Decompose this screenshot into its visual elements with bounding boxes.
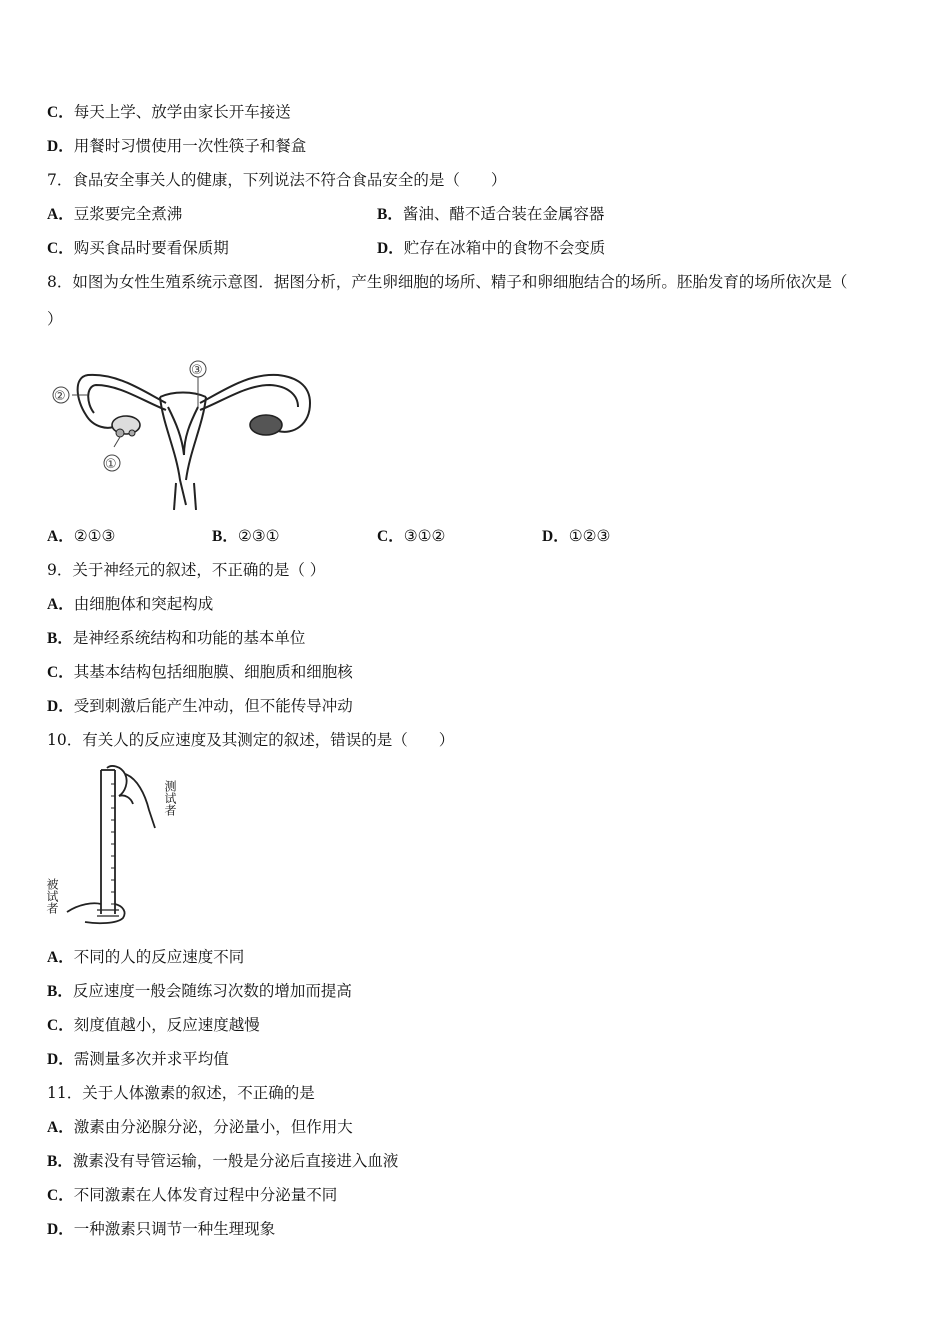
q8-option-a <box>47 526 115 547</box>
option-label: A． <box>47 528 74 545</box>
option-label: B． <box>47 630 73 647</box>
q8-stem-continued: ） <box>47 310 63 328</box>
option-label: D． <box>47 138 74 155</box>
q7-stem: 7．食品安全事关人的健康，下列说法不符合食品安全的是（ ） <box>47 171 507 189</box>
q9-option-d <box>47 696 353 717</box>
option-label: C． <box>47 664 74 681</box>
q10-stem: 10．有关人的反应速度及其测定的叙述，错误的是（ ） <box>47 731 455 749</box>
option-text: 贮存在冰箱中的食物不会变质 <box>403 239 606 257</box>
option-text: ③①② <box>403 527 446 545</box>
option-label: D． <box>47 1221 74 1238</box>
option-text: 一种激素只调节一种生理现象 <box>73 1220 276 1238</box>
option-text: 酱油、醋不适合装在金属容器 <box>402 205 605 223</box>
option-text: 不同的人的反应速度不同 <box>73 948 245 966</box>
option-text: 是神经系统结构和功能的基本单位 <box>72 629 306 647</box>
subject-label-text: 被试者 <box>45 878 59 914</box>
q7-option-c <box>47 238 229 259</box>
option-label: B． <box>212 528 238 545</box>
option-text: 激素没有导管运输，一般是分泌后直接进入血液 <box>72 1152 399 1170</box>
option-text: 用餐时习惯使用一次性筷子和餐盒 <box>73 137 307 155</box>
option-label: A． <box>47 596 74 613</box>
figure-label-3: ③ <box>191 363 203 378</box>
q7-option-b <box>377 204 604 225</box>
option-label: D． <box>47 698 74 715</box>
option-label: B． <box>377 206 403 223</box>
option-text: ①②③ <box>568 527 611 545</box>
option-label: A． <box>47 206 74 223</box>
option-text: ②①③ <box>73 527 116 545</box>
option-label: D． <box>542 528 569 545</box>
q9-option-b <box>47 628 305 649</box>
option-label: A． <box>47 949 74 966</box>
option-label: C． <box>47 1187 74 1204</box>
option-text: 每天上学、放学由家长开车接送 <box>73 103 291 121</box>
q11-option-c <box>47 1185 337 1206</box>
option-label: C． <box>47 104 74 121</box>
tester-label-text: 测试者 <box>163 780 177 816</box>
q11-stem: 11．关于人体激素的叙述，不正确的是 <box>47 1084 315 1102</box>
q7-option-a <box>47 204 182 225</box>
option-text: ②③① <box>237 527 280 545</box>
option-text: 受到刺激后能产生冲动，但不能传导冲动 <box>73 697 353 715</box>
option-text: 不同激素在人体发育过程中分泌量不同 <box>73 1186 338 1204</box>
option-label: D． <box>47 1051 74 1068</box>
option-text: 豆浆要完全煮沸 <box>73 205 183 223</box>
option-label: C． <box>377 528 404 545</box>
q10-option-a <box>47 947 244 968</box>
q8-option-c <box>377 526 445 547</box>
q9-stem: 9．关于神经元的叙述，不正确的是（ ） <box>47 561 326 579</box>
q10-option-c <box>47 1015 260 1036</box>
figure-label-2: ② <box>54 389 66 404</box>
q11-option-b <box>47 1151 398 1172</box>
right-ovary <box>250 415 282 435</box>
option-label: C． <box>47 240 74 257</box>
q10-option-d <box>47 1049 229 1070</box>
option-label: B． <box>47 1153 73 1170</box>
option-text: 刻度值越小，反应速度越慢 <box>73 1016 260 1034</box>
q7-option-d <box>377 238 605 259</box>
q9-option-c <box>47 662 353 683</box>
option-label: B． <box>47 983 73 1000</box>
option-text: 需测量多次并求平均值 <box>73 1050 229 1068</box>
option-text: 其基本结构包括细胞膜、细胞质和细胞核 <box>73 663 353 681</box>
option-label: D． <box>377 240 404 257</box>
q6-option-d <box>47 136 306 157</box>
option-label: C． <box>47 1017 74 1034</box>
q11-option-d <box>47 1219 275 1240</box>
q8-option-d <box>542 526 610 547</box>
female-reproductive-system-figure <box>48 355 320 510</box>
q8-option-b <box>212 526 280 547</box>
q10-option-b <box>47 981 352 1002</box>
option-label: A． <box>47 1119 74 1136</box>
figure-label-1: ① <box>105 457 117 472</box>
option-text: 由细胞体和突起构成 <box>73 595 214 613</box>
q8-stem: 8．如图为女性生殖系统示意图．据图分析，产生卵细胞的场所、精子和卵细胞结合的场所。胚胎发育的场所依次是（ <box>47 273 848 291</box>
option-text: 购买食品时要看保质期 <box>73 239 229 257</box>
option-text: 反应速度一般会随练习次数的增加而提高 <box>72 982 352 1000</box>
q6-option-c <box>47 102 291 123</box>
option-text: 激素由分泌腺分泌，分泌量小，但作用大 <box>73 1118 353 1136</box>
q11-option-a <box>47 1117 353 1138</box>
q9-option-a <box>47 594 213 615</box>
